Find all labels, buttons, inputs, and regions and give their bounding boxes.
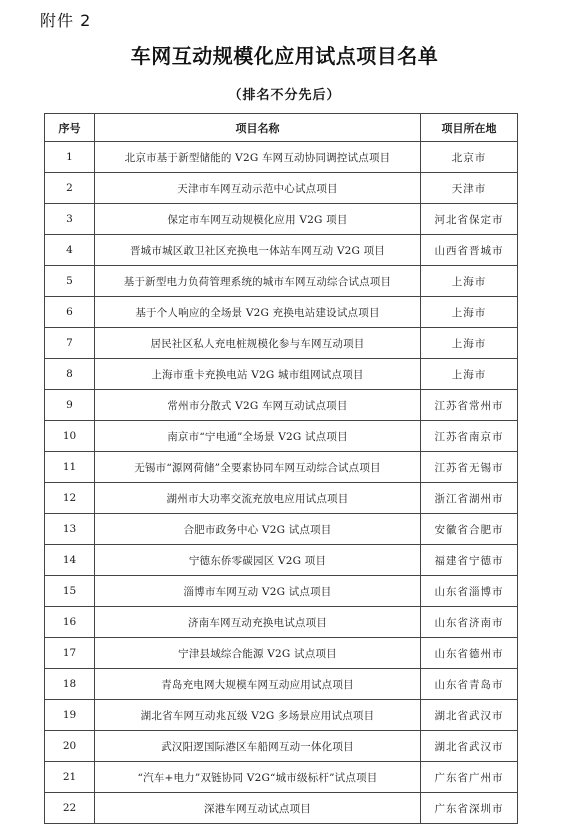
cell-project-name: 济南车网互动充换电试点项目 — [95, 607, 421, 638]
cell-project-name: 淄博市车网互动 V2G 试点项目 — [95, 576, 421, 607]
cell-project-name: 基于个人响应的全场景 V2G 充换电站建设试点项目 — [95, 297, 421, 328]
cell-number: 2 — [45, 173, 95, 204]
cell-number: 9 — [45, 390, 95, 421]
cell-location: 安徽省合肥市 — [421, 514, 518, 545]
column-header-project-name: 项目名称 — [95, 114, 421, 142]
cell-number: 5 — [45, 266, 95, 297]
cell-location: 上海市 — [421, 359, 518, 390]
cell-project-name: 居民社区私人充电桩规模化参与车网互动项目 — [95, 328, 421, 359]
cell-location: 山东省德州市 — [421, 638, 518, 669]
cell-number: 22 — [45, 793, 95, 824]
cell-location: 天津市 — [421, 173, 518, 204]
cell-project-name: 晋城市城区敢卫社区充换电一体站车网互动 V2G 项目 — [95, 235, 421, 266]
table-row — [45, 173, 518, 204]
table-row — [45, 669, 518, 700]
cell-project-name: 无锡市“源网荷储”全要素协同车网互动综合试点项目 — [95, 452, 421, 483]
cell-location: 河北省保定市 — [421, 204, 518, 235]
table-row — [45, 576, 518, 607]
cell-number: 12 — [45, 483, 95, 514]
cell-number: 20 — [45, 731, 95, 762]
cell-project-name: “汽车+电力”双链协同 V2G“城市级标杆”试点项目 — [95, 762, 421, 793]
document-subtitle: （排名不分先后） — [228, 88, 341, 103]
cell-number: 7 — [45, 328, 95, 359]
cell-project-name: 天津市车网互动示范中心试点项目 — [95, 173, 421, 204]
cell-number: 19 — [45, 700, 95, 731]
cell-project-name: 保定市车网互动规模化应用 V2G 项目 — [95, 204, 421, 235]
table-row — [45, 421, 518, 452]
cell-project-name: 基于新型电力负荷管理系统的城市车网互动综合试点项目 — [95, 266, 421, 297]
attachment-label: 附件 2 — [40, 11, 92, 30]
table-row — [45, 266, 518, 297]
cell-number: 6 — [45, 297, 95, 328]
cell-number: 3 — [45, 204, 95, 235]
cell-project-name: 北京市基于新型储能的 V2G 车网互动协同调控试点项目 — [95, 142, 421, 173]
cell-number: 1 — [45, 142, 95, 173]
table-header-row — [45, 114, 518, 142]
table-row — [45, 390, 518, 421]
table-row — [45, 731, 518, 762]
table-row — [45, 483, 518, 514]
table-row — [45, 359, 518, 390]
cell-number: 4 — [45, 235, 95, 266]
table-row — [45, 452, 518, 483]
table-row — [45, 638, 518, 669]
cell-project-name: 宁津县域综合能源 V2G 试点项目 — [95, 638, 421, 669]
cell-location: 江苏省南京市 — [421, 421, 518, 452]
cell-number: 8 — [45, 359, 95, 390]
cell-location: 福建省宁德市 — [421, 545, 518, 576]
table-row — [45, 297, 518, 328]
cell-location: 上海市 — [421, 328, 518, 359]
cell-project-name: 湖北省车网互动兆瓦级 V2G 多场景应用试点项目 — [95, 700, 421, 731]
cell-location: 江苏省无锡市 — [421, 452, 518, 483]
cell-location: 广东省深圳市 — [421, 793, 518, 824]
cell-number: 17 — [45, 638, 95, 669]
table-row — [45, 235, 518, 266]
cell-location: 湖北省武汉市 — [421, 731, 518, 762]
cell-location: 山东省济南市 — [421, 607, 518, 638]
cell-location: 浙江省湖州市 — [421, 483, 518, 514]
cell-location: 湖北省武汉市 — [421, 700, 518, 731]
table-row — [45, 328, 518, 359]
table-row — [45, 545, 518, 576]
table-row — [45, 700, 518, 731]
column-header-location: 项目所在地 — [421, 114, 518, 142]
cell-project-name: 合肥市政务中心 V2G 试点项目 — [95, 514, 421, 545]
cell-location: 上海市 — [421, 266, 518, 297]
cell-number: 13 — [45, 514, 95, 545]
cell-number: 10 — [45, 421, 95, 452]
cell-number: 21 — [45, 762, 95, 793]
project-table — [44, 113, 518, 824]
table-row — [45, 514, 518, 545]
cell-project-name: 青岛充电网大规模车网互动应用试点项目 — [95, 669, 421, 700]
cell-project-name: 湖州市大功率交流充放电应用试点项目 — [95, 483, 421, 514]
table-row — [45, 793, 518, 824]
cell-project-name: 上海市重卡充换电站 V2G 城市组网试点项目 — [95, 359, 421, 390]
document-title: 车网互动规模化应用试点项目名单 — [130, 44, 439, 68]
cell-project-name: 宁德东侨零碳园区 V2G 项目 — [95, 545, 421, 576]
cell-number: 16 — [45, 607, 95, 638]
cell-number: 15 — [45, 576, 95, 607]
cell-project-name: 武汉阳逻国际港区车船网互动一体化项目 — [95, 731, 421, 762]
cell-location: 江苏省常州市 — [421, 390, 518, 421]
cell-project-name: 南京市“宁电通”全场景 V2G 试点项目 — [95, 421, 421, 452]
cell-location: 山东省淄博市 — [421, 576, 518, 607]
cell-location: 上海市 — [421, 297, 518, 328]
cell-number: 14 — [45, 545, 95, 576]
cell-number: 18 — [45, 669, 95, 700]
table-row — [45, 204, 518, 235]
table-row — [45, 762, 518, 793]
cell-location: 北京市 — [421, 142, 518, 173]
cell-project-name: 常州市分散式 V2G 车网互动试点项目 — [95, 390, 421, 421]
cell-location: 山东省青岛市 — [421, 669, 518, 700]
column-header-number: 序号 — [45, 114, 95, 142]
cell-project-name: 深港车网互动试点项目 — [95, 793, 421, 824]
cell-location: 山西省晋城市 — [421, 235, 518, 266]
cell-location: 广东省广州市 — [421, 762, 518, 793]
cell-number: 11 — [45, 452, 95, 483]
table-row — [45, 607, 518, 638]
table-row — [45, 142, 518, 173]
